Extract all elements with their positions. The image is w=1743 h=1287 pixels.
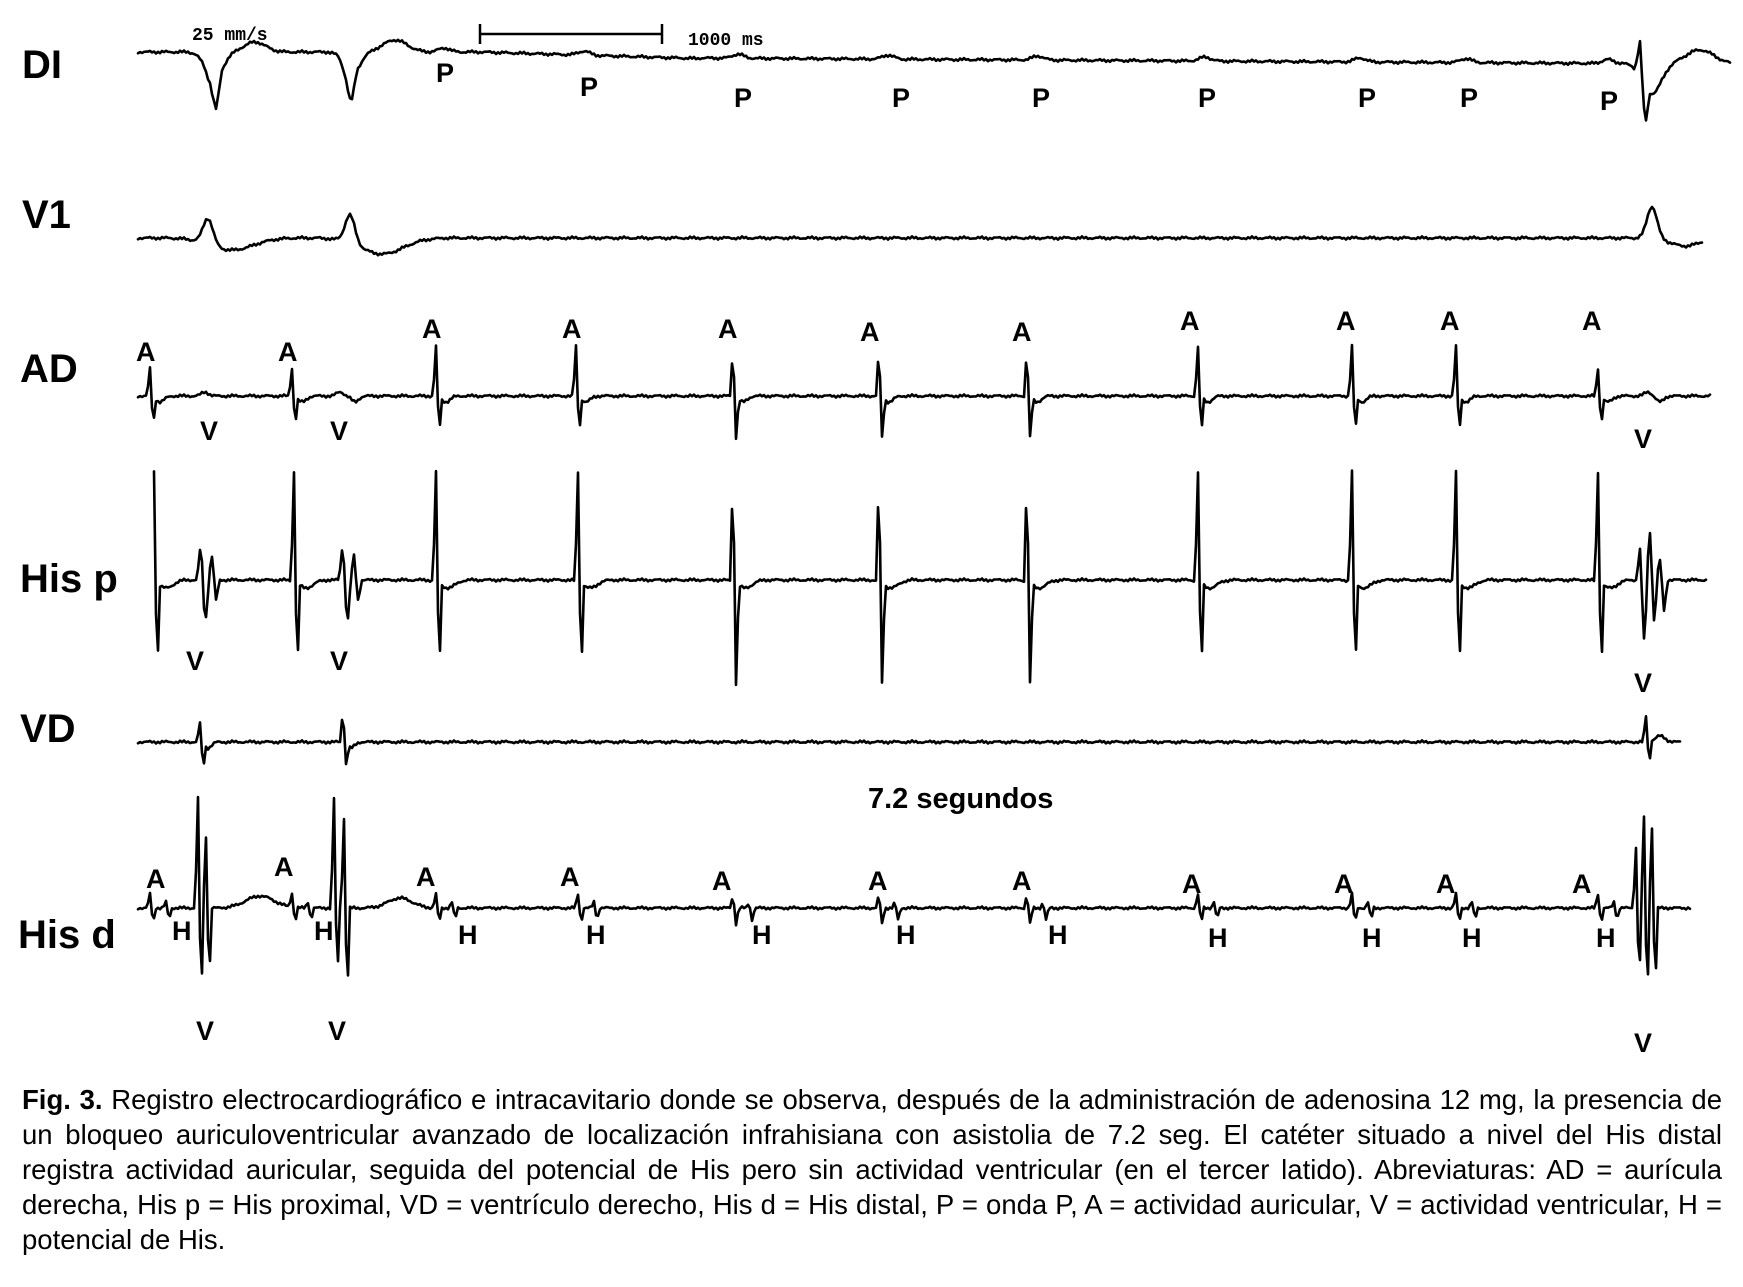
h-label: H [1362,923,1382,953]
trace-his-p [154,471,1706,685]
v-label: V [200,416,219,446]
a-label: A [718,314,738,344]
p-wave-label: P [580,72,599,102]
p-wave-label: P [436,58,455,88]
scale-bar [480,24,662,44]
h-label: H [586,920,606,950]
lead-label-ad: AD [20,347,78,391]
p-wave-label: P [1600,86,1619,116]
a-label: A [146,864,166,894]
v-label: V [1634,668,1653,698]
a-label: A [1012,317,1032,347]
figure-label: Fig. 3. [22,1084,103,1115]
lead-label-his-d: His d [18,913,116,957]
v-label: V [330,646,349,676]
a-label: A [1572,869,1592,899]
h-label: H [1048,920,1068,950]
ad-a-labels [136,306,1602,367]
hisd-h-labels [172,916,1616,953]
lead-label-vd: VD [20,707,76,751]
scale-bar-label: 1000 ms [688,31,764,51]
h-label: H [1208,923,1228,953]
v-label: V [186,646,205,676]
lead-label-v1: V1 [22,193,71,237]
v-label: V [1634,1028,1653,1058]
a-label: A [712,866,732,896]
hisd-a-labels [146,852,1592,899]
a-label: A [1012,866,1032,896]
h-label: H [314,916,334,946]
paper-speed-label: 25 mm/s [192,26,268,46]
a-label: A [1182,869,1202,899]
lead-label-his-p: His p [20,557,118,601]
v-label: V [328,1016,347,1046]
trace-vd [138,716,1680,764]
v-label: V [330,416,349,446]
figure-caption [22,1082,1722,1257]
caption-text: Registro electrocardiográfico e intracavitario donde se observa, después de la administración de adenosina 12 mg, la presencia de un bloqueo auriculoventricular avanzado de localización infrahisiana con asistolia de 7.2 seg. El catéter situado a nivel del His distal registra actividad auricular, seguida del potencial de His pero sin actividad ventricular (en el tercer latido). Abreviaturas: AD = aurícula derecha, His p = His proximal, VD = ventrículo derecho, His d = His distal, P = onda P, A = actividad auricular, V = actividad ventricular, H = potencial de His. [22,1084,1723,1255]
trace-ad [138,345,1710,439]
p-wave-label: P [1358,83,1377,113]
a-label: A [416,862,436,892]
a-label: A [860,317,880,347]
trace-v1 [138,207,1702,255]
h-label: H [1462,923,1482,953]
p-wave-label: P [734,83,753,113]
asystole-duration-label: 7.2 segundos [868,783,1054,815]
a-label: A [560,862,580,892]
di-p-labels [436,58,1618,116]
h-label: H [752,920,772,950]
a-label: A [868,866,888,896]
a-label: A [422,314,442,344]
a-label: A [1436,869,1456,899]
trace-di [138,40,1730,121]
ad-v-labels [200,416,1652,454]
p-wave-label: P [1032,83,1051,113]
h-label: H [458,920,478,950]
a-label: A [136,337,156,367]
a-label: A [562,314,582,344]
a-label: A [1180,306,1200,336]
a-label: A [278,337,298,367]
h-label: H [896,920,916,950]
p-wave-label: P [1198,83,1217,113]
a-label: A [1336,306,1356,336]
h-label: H [172,916,192,946]
hisd-v-labels [196,1016,1652,1058]
lead-label-di: DI [22,43,62,87]
a-label: A [274,852,294,882]
hisp-v-labels [186,646,1652,698]
a-label: A [1440,306,1460,336]
a-label: A [1582,306,1602,336]
v-label: V [1634,424,1653,454]
p-wave-label: P [1460,83,1479,113]
h-label: H [1596,923,1616,953]
a-label: A [1334,869,1354,899]
v-label: V [196,1016,215,1046]
p-wave-label: P [892,83,911,113]
